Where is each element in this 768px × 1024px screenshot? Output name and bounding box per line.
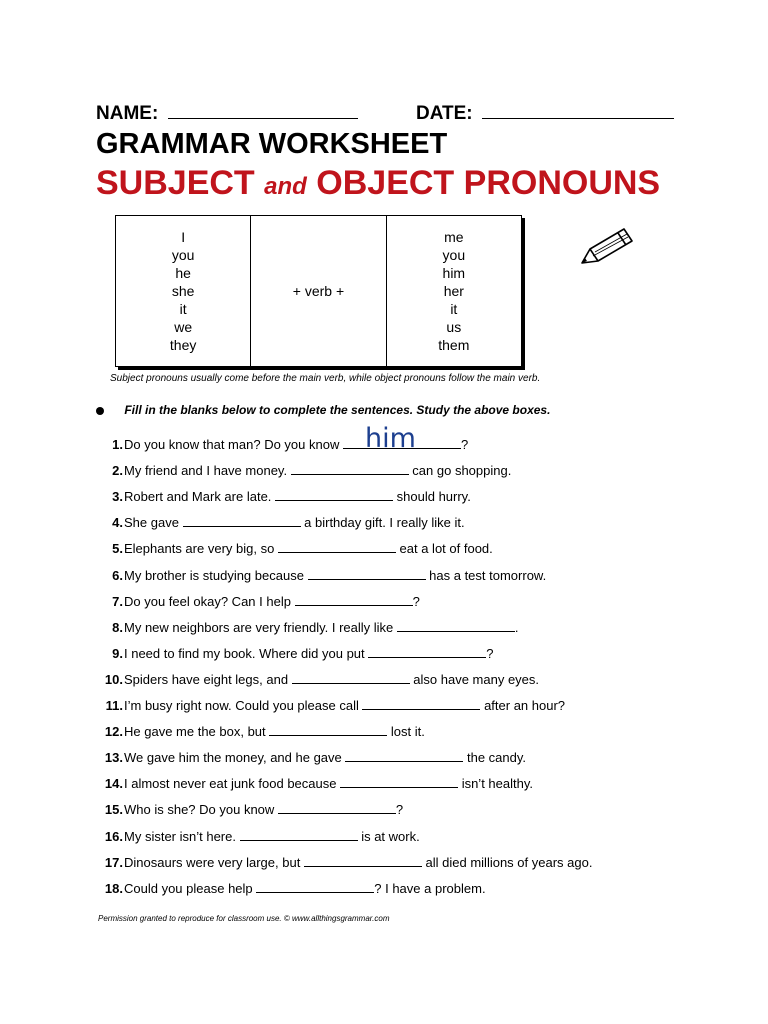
question-text-after: all died millions of years ago. (421, 854, 593, 870)
verb-label: + verb + (292, 283, 345, 299)
question-text-after: also have many eyes. (409, 671, 540, 687)
answer-blank[interactable] (304, 855, 422, 867)
subject-pronoun-column (116, 216, 250, 366)
question-number: 5. (112, 541, 123, 557)
question-text-after: the candy. (463, 750, 527, 766)
object-pronoun: me (444, 229, 464, 245)
question-item (96, 724, 716, 744)
question-text-before: My friend and I have money. (124, 463, 291, 479)
question-text-after: ? (395, 802, 404, 818)
answer-blank[interactable] (291, 463, 409, 475)
question-text-before: She gave (124, 515, 183, 531)
question-text-before: Robert and Mark are late. (124, 489, 276, 505)
question-number: 11. (105, 698, 123, 713)
question-item (96, 594, 716, 614)
question-number: 6. (112, 567, 123, 583)
answer-blank[interactable] (345, 750, 463, 762)
object-pronoun: it (450, 301, 458, 317)
question-text-before: Could you please help (124, 880, 257, 896)
question-number: 18. (104, 880, 123, 896)
answer-blank[interactable] (292, 672, 410, 684)
question-number: 16. (104, 828, 123, 844)
question-text-before: Elephants are very big, so (124, 541, 278, 557)
question-item (96, 829, 716, 849)
verb-column (250, 216, 385, 366)
question-item (96, 776, 716, 796)
question-item (96, 489, 716, 509)
question-text-after: lost it. (387, 724, 425, 740)
question-item (96, 698, 716, 718)
question-text-before: My brother is studying because (124, 567, 308, 583)
footer-credit: Permission granted to reproduce for classroom use. © www.allthingsgrammar.com (98, 914, 390, 923)
answer-blank[interactable] (240, 829, 358, 841)
question-text-before: I’m busy right now. Could you please call (124, 698, 363, 713)
question-text-before: We gave him the money, and he gave (124, 750, 346, 766)
answer-blank[interactable] (183, 515, 301, 527)
question-number: 7. (112, 593, 123, 609)
question-number: 17. (104, 854, 123, 870)
question-item (96, 568, 716, 588)
question-text-before: I need to find my book. Where did you put (124, 645, 369, 661)
subject-pronoun: she (171, 283, 195, 299)
subject-pronoun: he (175, 265, 191, 281)
question-text-after: a birthday gift. I really like it. (300, 515, 465, 531)
answer-blank[interactable] (275, 489, 393, 501)
handwritten-answer: him (364, 423, 416, 454)
question-item (96, 423, 716, 457)
question-item (96, 672, 716, 692)
name-line (168, 102, 358, 119)
question-text-after: is at work. (357, 828, 420, 844)
date-field[interactable] (416, 102, 674, 125)
answer-blank[interactable] (397, 620, 515, 632)
answer-blank[interactable] (278, 541, 396, 553)
instruction (96, 403, 550, 417)
question-text-after: ? (486, 645, 494, 661)
subject-pronoun: you (171, 247, 195, 263)
question-item (96, 515, 716, 535)
question-text-before: Dinosaurs were very large, but (124, 854, 304, 870)
subtitle-object: OBJECT PRONOUNS (316, 164, 661, 202)
question-text-after: after an hour? (480, 698, 566, 713)
subject-pronoun: it (179, 301, 187, 317)
pronoun-note: Subject pronouns usually come before the main verb, while object pronouns follow the main verb. (110, 373, 541, 384)
question-text-before: Do you feel okay? Can I help (124, 593, 295, 609)
question-number: 13. (104, 750, 123, 766)
question-text-before: He gave me the box, but (124, 724, 270, 740)
date-label: DATE: (416, 103, 473, 124)
question-number: 3. (112, 489, 123, 505)
name-label: NAME: (96, 103, 159, 124)
question-text-before: My new neighbors are very friendly. I really like (124, 619, 397, 635)
question-item (96, 855, 716, 875)
subtitle-subject: SUBJECT (96, 164, 255, 202)
question-item (96, 620, 716, 640)
answer-blank[interactable] (362, 698, 480, 710)
subject-pronoun: I (181, 229, 186, 245)
question-text-before: Who is she? Do you know (124, 802, 278, 818)
object-pronoun: them (438, 337, 470, 353)
question-text-before: Spiders have eight legs, and (124, 671, 292, 687)
question-text-after: ? (412, 593, 420, 609)
answer-blank[interactable] (256, 881, 374, 893)
question-text-after: ? (460, 437, 469, 452)
question-number: 1. (112, 437, 123, 452)
instruction-text: Fill in the blanks below to complete the sentences. Study the above boxes. (124, 403, 551, 417)
subtitle-and: and (264, 173, 307, 200)
question-text-after: isn’t healthy. (458, 776, 533, 792)
question-item (96, 646, 716, 666)
answer-blank[interactable] (295, 594, 413, 606)
question-text-before: My sister isn’t here. (124, 828, 240, 844)
object-pronoun: her (443, 283, 464, 299)
object-pronoun: him (442, 265, 466, 281)
object-pronoun: you (442, 247, 466, 263)
question-text-after: eat a lot of food. (395, 541, 493, 557)
question-number: 10. (104, 671, 123, 687)
question-number: 9. (112, 645, 123, 661)
question-text-before: I almost never eat junk food because (124, 776, 341, 792)
worksheet-subtitle (96, 164, 660, 203)
object-pronoun: us (446, 319, 462, 335)
answer-blank[interactable] (368, 646, 486, 658)
worksheet-title: GRAMMAR WORKSHEET (96, 128, 448, 160)
answer-blank[interactable] (269, 724, 387, 736)
subject-pronoun: they (169, 337, 197, 353)
question-number: 12. (104, 724, 123, 740)
question-number: 2. (112, 463, 123, 479)
question-text-before: Do you know that man? Do you know (124, 437, 343, 452)
bullet-icon (96, 407, 104, 415)
question-item (96, 463, 716, 483)
question-item (96, 750, 716, 770)
question-number: 14. (104, 776, 123, 792)
date-line (482, 102, 674, 119)
pencil-icon (578, 225, 638, 270)
question-text-after: can go shopping. (408, 463, 512, 479)
answer-blank[interactable] (340, 776, 458, 788)
answer-blank[interactable] (308, 568, 426, 580)
header-row (96, 100, 686, 128)
question-number: 15. (104, 802, 123, 818)
question-item (96, 802, 716, 822)
question-text-after: has a test tomorrow. (425, 567, 547, 583)
answer-blank[interactable] (343, 423, 461, 454)
question-text-after: ? I have a problem. (374, 880, 486, 896)
question-number: 4. (112, 515, 123, 531)
question-text-after: should hurry. (393, 489, 471, 505)
answer-blank[interactable] (278, 802, 396, 814)
object-pronoun-column (386, 216, 521, 366)
question-item (96, 541, 716, 561)
pronoun-table (115, 215, 522, 367)
name-field[interactable] (96, 102, 358, 125)
subject-pronoun: we (174, 319, 193, 335)
question-number: 8. (112, 619, 123, 635)
question-item (96, 881, 716, 901)
question-text-after: . (514, 619, 519, 635)
